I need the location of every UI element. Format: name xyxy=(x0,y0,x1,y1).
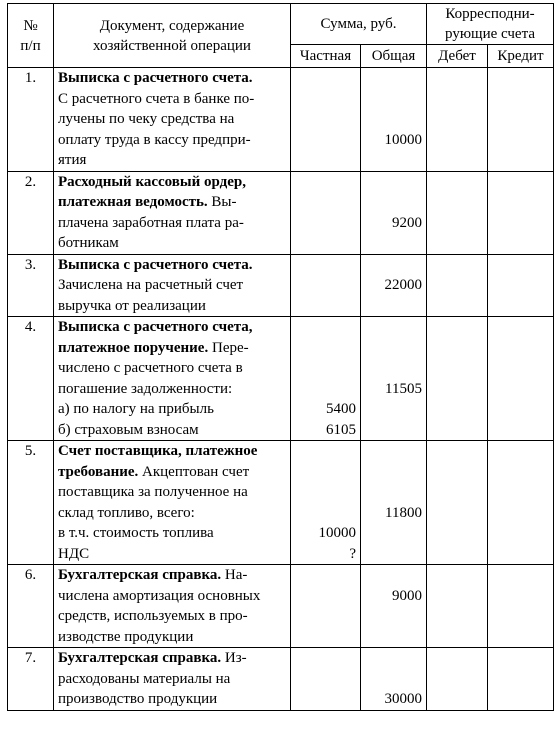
partial-amount-value: 6105 xyxy=(326,421,356,438)
partial-amount-value xyxy=(294,565,356,586)
total-amount-value: 9200 xyxy=(392,214,422,231)
description-line xyxy=(58,68,287,89)
operation-text: плачена заработная плата ра- xyxy=(58,214,244,231)
partial-amount-value xyxy=(294,358,356,379)
total-amount-value xyxy=(364,420,422,441)
partial-amount-value xyxy=(294,462,356,483)
document-title: Выписка с расчетного счета, xyxy=(58,319,253,335)
description-line xyxy=(58,358,287,379)
partial-amount xyxy=(291,317,361,441)
header-sum: Сумма, руб. xyxy=(291,4,427,45)
partial-amount-value xyxy=(294,213,356,234)
total-amount xyxy=(361,68,427,172)
total-amount-value: 11800 xyxy=(385,504,422,521)
partial-amount xyxy=(291,565,361,648)
description-line xyxy=(58,689,287,710)
operation-text: поставщика за полученное на xyxy=(58,484,248,500)
row-number: 7. xyxy=(8,648,54,711)
partial-amount-value xyxy=(294,89,356,110)
partial-amount-value xyxy=(294,648,356,669)
operation-text: С расчетного счета в банке по- xyxy=(58,90,255,107)
total-amount xyxy=(361,441,427,565)
partial-amount xyxy=(291,68,361,172)
row-number: 2. xyxy=(8,171,54,254)
partial-amount-value xyxy=(294,255,356,276)
header-num: № п/п xyxy=(8,4,54,68)
total-amount xyxy=(361,317,427,441)
debit-cell xyxy=(427,648,488,711)
partial-amount-value xyxy=(294,130,356,151)
description-line xyxy=(58,586,287,607)
operation-description xyxy=(54,648,291,711)
description-line xyxy=(58,441,287,462)
debit-cell xyxy=(427,68,488,172)
operation-text: погашение задолженности: xyxy=(58,380,233,397)
partial-amount xyxy=(291,171,361,254)
total-amount-value xyxy=(364,296,422,317)
operation-text: лучены по чеку средства на xyxy=(58,111,235,127)
debit-cell xyxy=(427,171,488,254)
partial-amount xyxy=(291,648,361,711)
total-amount-value xyxy=(364,462,422,483)
description-line xyxy=(58,255,287,276)
table-row xyxy=(8,68,554,172)
operation-text: НДС xyxy=(58,545,90,562)
description-line xyxy=(58,296,287,317)
partial-amount-value xyxy=(294,482,356,503)
total-amount-value xyxy=(364,523,422,544)
total-amount-value xyxy=(364,89,422,110)
total-amount-value xyxy=(364,338,422,359)
header-partial: Частная xyxy=(291,45,361,68)
total-amount-value: 10000 xyxy=(384,131,422,148)
operation-text: б) страховым взносам xyxy=(58,421,199,438)
partial-amount xyxy=(291,254,361,317)
description-line xyxy=(58,606,287,627)
total-amount-value xyxy=(364,669,422,690)
description-line xyxy=(58,420,287,441)
header-credit: Кредит xyxy=(488,45,554,68)
description-line xyxy=(58,130,287,151)
description-line xyxy=(58,233,287,254)
table-row xyxy=(8,565,554,648)
operation-description xyxy=(54,441,291,565)
description-line xyxy=(58,482,287,503)
row-number: 3. xyxy=(8,254,54,317)
partial-amount-value: 5400 xyxy=(326,401,356,417)
description-line xyxy=(58,544,287,565)
operation-text: Из- xyxy=(221,650,247,666)
operation-text: производство продукции xyxy=(58,691,218,707)
total-amount-value xyxy=(364,648,422,669)
total-amount-value xyxy=(364,255,422,276)
debit-cell xyxy=(427,317,488,441)
debit-cell xyxy=(427,565,488,648)
document-title: Бухгалтерская справка. xyxy=(58,567,222,583)
partial-amount-value xyxy=(294,172,356,193)
total-amount-value xyxy=(364,172,422,193)
total-amount-value: 30000 xyxy=(384,691,422,707)
partial-amount-value xyxy=(294,379,356,400)
description-line xyxy=(58,523,287,544)
credit-cell xyxy=(488,317,554,441)
document-title: Расходный кассовый ордер, xyxy=(58,173,246,190)
debit-cell xyxy=(427,254,488,317)
total-amount xyxy=(361,565,427,648)
credit-cell xyxy=(488,565,554,648)
total-amount-value: 9000 xyxy=(392,587,422,604)
total-amount-value xyxy=(364,233,422,254)
total-amount-value xyxy=(364,441,422,462)
total-amount-value xyxy=(364,627,422,648)
partial-amount xyxy=(291,441,361,565)
total-amount-value xyxy=(364,606,422,627)
partial-amount-value xyxy=(294,669,356,690)
total-amount-value: 11505 xyxy=(385,380,422,397)
description-line xyxy=(58,317,287,338)
row-number: 5. xyxy=(8,441,54,565)
partial-amount-value xyxy=(294,338,356,359)
operation-text: изводстве продукции xyxy=(58,628,194,645)
description-line xyxy=(58,648,287,669)
partial-amount-value: ? xyxy=(349,545,356,562)
operation-text: средств, используемых в про- xyxy=(58,608,248,624)
operation-text: оплату труда в кассу предпри- xyxy=(58,131,251,148)
operations-table xyxy=(7,3,554,711)
total-amount-value xyxy=(364,109,422,130)
total-amount-value xyxy=(364,192,422,213)
partial-amount-value xyxy=(294,441,356,462)
total-amount-value xyxy=(364,565,422,586)
total-amount xyxy=(361,648,427,711)
operation-description xyxy=(54,317,291,441)
table-row xyxy=(8,171,554,254)
operation-description xyxy=(54,254,291,317)
document-title: требование. xyxy=(58,463,139,480)
description-line xyxy=(58,213,287,234)
operation-text: склад топливо, всего: xyxy=(58,504,195,521)
description-line xyxy=(58,172,287,193)
table-row xyxy=(8,254,554,317)
document-title: Счет поставщика, платежное xyxy=(58,443,258,459)
table-row xyxy=(8,317,554,441)
table-row xyxy=(8,441,554,565)
operation-text: ботникам xyxy=(58,235,119,251)
description-line xyxy=(58,503,287,524)
partial-amount-value xyxy=(294,503,356,524)
partial-amount-value xyxy=(294,586,356,607)
total-amount-value xyxy=(364,317,422,338)
total-amount-value xyxy=(364,544,422,565)
partial-amount-value xyxy=(294,233,356,254)
row-number: 4. xyxy=(8,317,54,441)
row-number: 6. xyxy=(8,565,54,648)
document-title: Выписка с расчетного счета. xyxy=(58,256,253,273)
header-correspondence: Корресподни- рующие счета xyxy=(427,4,554,45)
operation-description xyxy=(54,68,291,172)
partial-amount-value xyxy=(294,192,356,213)
credit-cell xyxy=(488,441,554,565)
partial-amount-value xyxy=(294,68,356,89)
operation-description xyxy=(54,565,291,648)
description-line xyxy=(58,150,287,171)
document-title: платежное поручение. xyxy=(58,339,209,356)
operation-text: а) по налогу на прибыль xyxy=(58,401,214,417)
total-amount-value: 22000 xyxy=(384,277,422,293)
total-amount-value xyxy=(364,482,422,503)
document-title: платежная ведомость. xyxy=(58,194,208,210)
operation-text: ятия xyxy=(58,152,87,168)
credit-cell xyxy=(488,68,554,172)
operation-text: Вы- xyxy=(207,194,237,210)
operation-text: На- xyxy=(221,567,248,583)
partial-amount-value xyxy=(294,275,356,296)
credit-cell xyxy=(488,648,554,711)
operation-text: расходованы материалы на xyxy=(58,670,231,687)
operation-text: Пере- xyxy=(208,339,249,356)
header-total: Общая xyxy=(361,45,427,68)
total-amount xyxy=(361,171,427,254)
debit-cell xyxy=(427,441,488,565)
partial-amount-value xyxy=(294,689,356,710)
credit-cell xyxy=(488,171,554,254)
operation-description xyxy=(54,171,291,254)
description-line xyxy=(58,338,287,359)
description-line xyxy=(58,379,287,400)
header-debit: Дебет xyxy=(427,45,488,68)
description-line xyxy=(58,109,287,130)
row-number: 1. xyxy=(8,68,54,172)
partial-amount-value xyxy=(294,109,356,130)
document-title: Выписка с расчетного счета. xyxy=(58,70,253,86)
description-line xyxy=(58,669,287,690)
total-amount-value xyxy=(364,68,422,89)
operation-text: в т.ч. стоимость топлива xyxy=(58,525,214,541)
document-title: Бухгалтерская справка. xyxy=(58,650,222,666)
partial-amount-value xyxy=(294,296,356,317)
operation-text: Акцептован счет xyxy=(138,463,250,480)
description-line xyxy=(58,627,287,648)
description-line xyxy=(58,275,287,296)
description-line xyxy=(58,399,287,420)
description-line xyxy=(58,565,287,586)
total-amount-value xyxy=(364,150,422,171)
header-document: Документ, содержание хозяйственной операции xyxy=(54,4,291,68)
operation-text: Зачислена на расчетный счет xyxy=(58,277,244,293)
description-line xyxy=(58,462,287,483)
partial-amount-value xyxy=(294,150,356,171)
partial-amount-value xyxy=(294,627,356,648)
partial-amount-value xyxy=(294,606,356,627)
total-amount xyxy=(361,254,427,317)
operation-text: выручка от реализации xyxy=(58,297,206,314)
partial-amount-value: 10000 xyxy=(318,525,356,541)
operation-text: числено с расчетного счета в xyxy=(58,360,243,376)
partial-amount-value xyxy=(294,317,356,338)
total-amount-value xyxy=(364,399,422,420)
table-row xyxy=(8,648,554,711)
description-line xyxy=(58,89,287,110)
total-amount-value xyxy=(364,358,422,379)
operation-text: числена амортизация основных xyxy=(58,587,261,604)
description-line xyxy=(58,192,287,213)
credit-cell xyxy=(488,254,554,317)
